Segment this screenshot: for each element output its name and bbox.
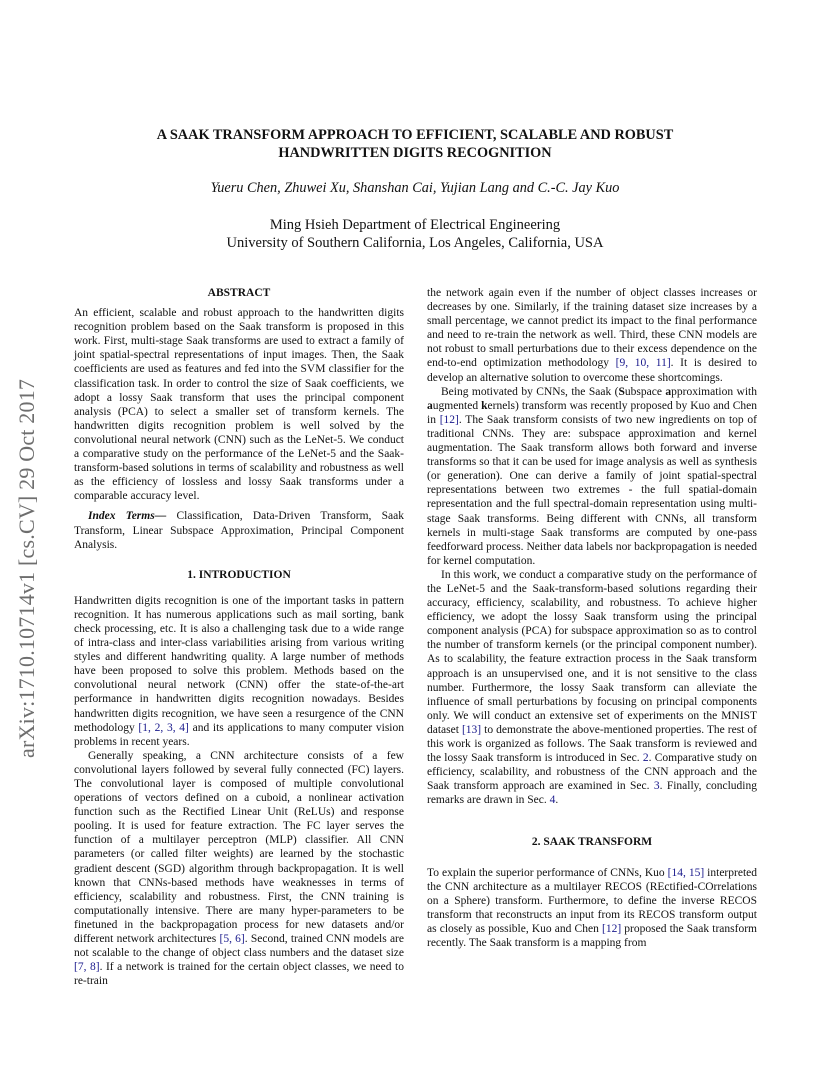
saak-p1-text-c: proposed the Saak transform recently. The Saak transform is a mapping from — [427, 922, 757, 950]
intro-p4-word: ugmented — [432, 399, 482, 412]
intro-p5-text-a: In this work, we conduct a comparative study on the performance of the LeNet-5 and the Saak-transform-based solutions regarding their accuracy, efficiency, scalability, and robustness. To achieve higher efficiency, we adopt the lossy Saak transform using the principal component analysis (PCA) for subspace approximation so as to control the number of transform kernels (or the principal component number). As to scalability, the feature extraction process in the Saak transform approach is an unsupervised one, and it is not sensitive to the class number. Furthermore, the lossy Saak transform can alleviate the influence of small perturbations by focusing on principal components only. We will conduct an extensive set of experiments on the MNIST dataset — [427, 568, 757, 736]
intro-p2-text-c: . If a network is trained for the certain object classes, we need to re-train — [74, 961, 404, 988]
abstract-text: An efficient, scalable and robust approach to the handwritten digits recognition problem based on the Saak transform is proposed in this work. First, multi-stage Saak transforms are used to extract a family of joint spatial-spectral representations of input images. Then, the Saak coefficients are used as features and fed into the SVM classifier for the classification task. In order to control the size of Saak coefficients, we adopt a lossy Saak transform that uses the principal component analysis (PCA) to select a smaller set of transform kernels. The handwritten digits recognition problem is well solved by the convolutional neural network (CNN) such as the LeNet-5. We conduct a comparative study on the performance of the LeNet-5 and the Saak-transform-based solutions in terms of scalability and robustness as well as the efficiency of lossless and lossy Saak transforms under a comparable accuracy level. — [74, 307, 404, 503]
intro-p3-text-a: the network again even if the number of object classes increases or decreases by one. Similarly, if the training dataset size increases by a small percentage, we cannot predict its impact to the final performance and need to re-train the network as well. Third, these CNN models are not robust to small perturbations due to their excess dependence on the end-to-end optimization methodology — [427, 287, 757, 370]
title-line-1: A SAAK TRANSFORM APPROACH TO EFFICIENT, SCALABLE AND ROBUST — [156, 127, 674, 143]
acronym-letter: a — [665, 385, 672, 398]
intro-p4-word: pproximation with — [671, 385, 757, 398]
intro-paragraph-5 — [427, 568, 757, 808]
intro-p1-text-b: and its applications to many computer vision problems in recent years. — [74, 721, 404, 748]
index-terms-label: Index Terms— — [88, 510, 167, 523]
left-column — [74, 286, 404, 988]
paper-title — [60, 126, 770, 162]
section-1-heading: 1. INTRODUCTION — [187, 568, 291, 581]
affiliation-line-2: University of Southern California, Los Angeles, California, USA — [226, 235, 604, 251]
saak-p1-text-a: To explain the superior performance of CNNs, Kuo — [427, 866, 668, 879]
section-2-heading: 2. SAAK TRANSFORM — [531, 836, 653, 849]
acronym-letter: k — [481, 399, 488, 412]
intro-paragraph-4 — [427, 385, 757, 568]
citation-link[interactable]: [12] — [601, 922, 622, 935]
section-link[interactable]: 3 — [653, 780, 660, 793]
intro-p2-text-a: Generally speaking, a CNN architecture consists of a few convolutional layers followed by several fully connected (FC) layers. The convolutional layer is composed of multiple convolutional operations of vectors defined on a cuboid, a nonlinear activation function such as the Rectified Linear Unit (ReLUs) and response pooling. It is used for feature extraction. The FC layer serves the function of a multilayer perceptron (MLP) classifier. All CNN parameters (or called filter weights) are learned by the stochastic gradient descent (SGD) algorithm through backpropagation. It is well known that CNNs-based methods have weaknesses in terms of efficiency, scalability and robustness. First, the CNN training is computationally intensive. There are many hyper-parameters to be finetuned in the backpropagation process for new datasets and/or different network architectures — [74, 749, 404, 946]
citation-link[interactable]: [5, 6] — [219, 933, 245, 946]
affiliation — [60, 216, 770, 252]
intro-p4-word: ernels) transform was recently proposed by Kuo and Chen in — [427, 399, 757, 426]
saak-paragraph-1 — [427, 866, 757, 951]
intro-p5-text-b: to demonstrate the above-mentioned properties. The rest of this work is organized as follows. The Saak transform is reviewed and the lossy Saak transform is introduced in Sec. — [427, 723, 757, 765]
intro-paragraph-2 — [74, 749, 404, 989]
right-column — [427, 286, 757, 950]
affiliation-line-1: Ming Hsieh Department of Electrical Engineering — [269, 217, 561, 233]
intro-p3-text-b: . It is desired to develop an alternative solution to overcome these shortcomings. — [427, 357, 757, 384]
intro-p4-word: ubspace — [624, 385, 666, 398]
abstract-heading: ABSTRACT — [207, 287, 271, 299]
citation-link[interactable]: [1, 2, 3, 4] — [138, 721, 189, 734]
intro-p5-text-c: . Comparative study on efficiency, scalability, and robustness of the CNN approach and the Saak transform approach are examined in Sec. — [427, 752, 758, 793]
saak-p1-text-b: interpreted the CNN architecture as a multilayer RECOS (REctified-COrrelations on a Sphere) transform. Furthermore, to define the inverse RECOS transform that reconstructs an input from its RECOS transform output as closely as possible, Kuo and Chen — [427, 866, 757, 935]
intro-p4-text-a: Being motivated by CNNs, the Saak ( — [441, 385, 619, 398]
intro-p5-text-d: . Finally, concluding remarks are drawn in Sec. — [427, 780, 758, 807]
index-terms — [74, 509, 404, 551]
citation-link[interactable]: [9, 10, 11] — [615, 357, 671, 370]
acronym-letter: a — [427, 399, 433, 412]
intro-p2-text-b: . Second, trained CNN models are not scalable to the change of object class numbers and the dataset size — [74, 933, 404, 960]
intro-p4-text-b: . The Saak transform consists of two new ingredients on top of traditional CNNs. They are: subspace approximation and kernel augmentation. The Saak transform allows both forward and inverse transforms so that it can be used for image analysis as well as synthesis (or generation). One can derive a family of joint spatial-spectral representations between two extremes - the full spatial-domain representation and the full spectral-domain representation using multi-stage Saak transforms. Being different with CNNs, all transform kernels in multi-stage Saak transforms are computed by one-pass feedforward process. Neither data labels nor backpropagation is needed for kernel computation. — [427, 413, 757, 567]
title-line-2: HANDWRITTEN DIGITS RECOGNITION — [278, 145, 552, 161]
intro-p5-text-e: . — [555, 794, 559, 807]
intro-paragraph-1 — [74, 594, 404, 749]
section-link[interactable]: 4 — [549, 794, 556, 807]
author-list: Yueru Chen, Zhuwei Xu, Shanshan Cai, Yujian Lang and C.-C. Jay Kuo — [210, 180, 620, 196]
acronym-letter: S — [618, 385, 625, 398]
intro-p1-text-a: Handwritten digits recognition is one of the important tasks in pattern recognition. It has numerous applications such as mail sorting, bank check processing, etc. It is also a challenging task due to a wide range of intra-class and inter-class variabilities arising from various writing styles and different handwriting quality. A large number of methods have been proposed to solve this problem. Methods based on the convolutional neural network (CNN) offer the state-of-the-art performance in handwritten digits recognition nowadays. Besides handwritten digits recognition, we have seen a resurgence of the CNN methodology — [74, 594, 404, 734]
section-link[interactable]: 2 — [642, 752, 649, 765]
index-terms-text: Classification, Data-Driven Transform, Saak Transform, Linear Subspace Approximation, Principal Component Analysis. — [74, 510, 404, 551]
citation-link[interactable]: [7, 8] — [74, 961, 100, 974]
citation-link[interactable]: [13] — [461, 723, 482, 736]
citation-link[interactable]: [12] — [439, 413, 459, 426]
intro-paragraph-3 — [427, 286, 757, 385]
arxiv-identifier: arXiv:1710.10714v1 [cs.CV] 29 Oct 2017 — [14, 378, 39, 758]
citation-link[interactable]: [14, 15] — [667, 866, 705, 879]
